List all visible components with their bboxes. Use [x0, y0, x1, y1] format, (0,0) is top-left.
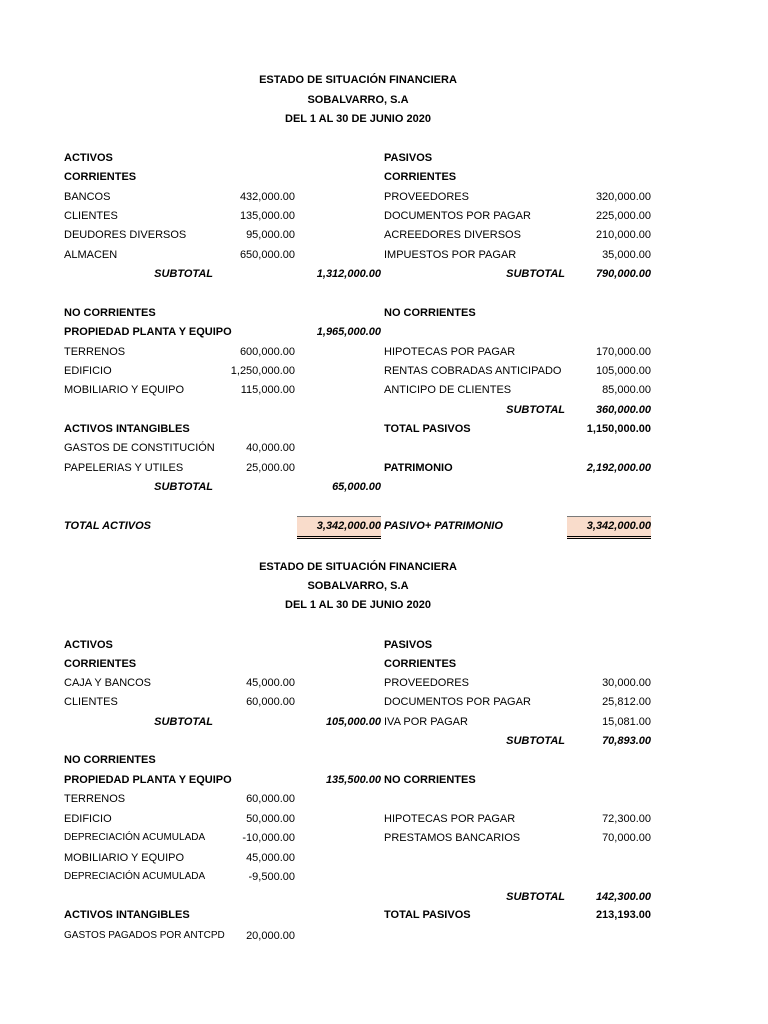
- ppe-total: 135,500.00: [325, 774, 381, 786]
- account-value: 170,000.00: [595, 346, 651, 358]
- subtotal-value: 142,300.00: [595, 891, 651, 903]
- account-value: 25,812.00: [602, 696, 651, 708]
- total-pasivos-value: 213,193.00: [595, 909, 651, 921]
- subtotal-value: 105,000.00: [325, 716, 381, 728]
- period-label: DEL 1 AL 30 DE JUNIO 2020: [285, 113, 431, 125]
- account-label: IVA POR PAGAR: [384, 716, 468, 728]
- account-value: 15,081.00: [602, 716, 651, 728]
- account-value: 1,250,000.00: [230, 365, 295, 377]
- account-value: 115,000.00: [240, 384, 295, 396]
- activos-intangibles-heading: ACTIVOS INTANGIBLES: [64, 423, 190, 435]
- activos-corrientes-heading: CORRIENTES: [64, 658, 137, 670]
- pasivos-no-corrientes-heading: NO CORRIENTES: [384, 307, 476, 319]
- account-value: 60,000.00: [246, 793, 295, 805]
- account-value: 70,000.00: [602, 832, 651, 844]
- patrimonio-value: 2,192,000.00: [586, 462, 651, 474]
- pasivos-heading: PASIVOS: [384, 639, 433, 651]
- account-label: TERRENOS: [64, 346, 126, 358]
- activos-no-corrientes-heading: NO CORRIENTES: [64, 754, 156, 766]
- account-label: HIPOTECAS POR PAGAR: [384, 346, 516, 358]
- activos-heading: ACTIVOS: [64, 639, 113, 651]
- subtotal-label: SUBTOTAL: [154, 268, 213, 280]
- total-pasivos-value: 1,150,000.00: [586, 423, 651, 435]
- account-value: 45,000.00: [246, 852, 295, 864]
- account-value: 40,000.00: [246, 442, 295, 454]
- account-value: 50,000.00: [246, 813, 295, 825]
- account-label: PROVEEDORES: [384, 191, 469, 203]
- pasivo-patrimonio-value: 3,342,000.00: [586, 520, 651, 532]
- activos-intangibles-heading: ACTIVOS INTANGIBLES: [64, 909, 190, 921]
- account-value: 35,000.00: [602, 249, 651, 261]
- company-name: SOBALVARRO, S.A: [307, 580, 409, 592]
- account-label: MOBILIARIO Y EQUIPO: [64, 384, 185, 396]
- account-value: 650,000.00: [239, 249, 295, 261]
- account-label: PROVEEDORES: [384, 677, 469, 689]
- account-value: 72,300.00: [602, 813, 651, 825]
- account-label: IMPUESTOS POR PAGAR: [384, 249, 517, 261]
- activos-heading: ACTIVOS: [64, 152, 113, 164]
- account-label: DOCUMENTOS POR PAGAR: [384, 210, 531, 222]
- account-label: CAJA Y BANCOS: [64, 677, 152, 689]
- account-label: TERRENOS: [64, 793, 126, 805]
- account-label: ACREEDORES DIVERSOS: [384, 229, 521, 241]
- account-label: BANCOS: [64, 191, 111, 203]
- subtotal-label: SUBTOTAL: [154, 716, 213, 728]
- account-label: HIPOTECAS POR PAGAR: [384, 813, 516, 825]
- account-label: EDIFICIO: [64, 365, 112, 377]
- account-label: EDIFICIO: [64, 813, 112, 825]
- activos-corrientes-heading: CORRIENTES: [64, 171, 137, 183]
- account-value: 95,000.00: [246, 229, 295, 241]
- account-value: 135,000.00: [239, 210, 295, 222]
- total-pasivos-label: TOTAL PASIVOS: [384, 423, 471, 435]
- account-label: CLIENTES: [64, 696, 118, 708]
- account-label: DEPRECIACIÓN ACUMULADA: [64, 871, 206, 882]
- ppe-heading: PROPIEDAD PLANTA Y EQUIPO: [64, 774, 232, 786]
- account-label: PRESTAMOS BANCARIOS: [384, 832, 521, 844]
- company-name: SOBALVARRO, S.A: [307, 94, 409, 106]
- activos-no-corrientes-heading: NO CORRIENTES: [64, 307, 156, 319]
- pasivos-heading: PASIVOS: [384, 152, 433, 164]
- subtotal-label: SUBTOTAL: [506, 404, 565, 416]
- account-label: GASTOS DE CONSTITUCIÓN: [64, 442, 215, 454]
- pasivos-corrientes-heading: CORRIENTES: [384, 171, 457, 183]
- total-pasivos-label: TOTAL PASIVOS: [384, 909, 471, 921]
- subtotal-value: 790,000.00: [595, 268, 651, 280]
- account-value: 60,000.00: [246, 696, 295, 708]
- account-label: ANTICIPO DE CLIENTES: [384, 384, 512, 396]
- statement-title: ESTADO DE SITUACIÓN FINANCIERA: [259, 74, 457, 86]
- account-value: 210,000.00: [595, 229, 651, 241]
- account-value: 320,000.00: [595, 191, 651, 203]
- account-value: 432,000.00: [239, 191, 295, 203]
- subtotal-label: SUBTOTAL: [154, 481, 213, 493]
- account-value: 105,000.00: [595, 365, 651, 377]
- account-value: 600,000.00: [239, 346, 295, 358]
- account-label: MOBILIARIO Y EQUIPO: [64, 852, 185, 864]
- account-label: CLIENTES: [64, 210, 118, 222]
- total-activos-value: 3,342,000.00: [316, 520, 381, 532]
- account-label: ALMACEN: [64, 249, 118, 261]
- subtotal-label: SUBTOTAL: [506, 735, 565, 747]
- account-label: RENTAS COBRADAS ANTICIPADO: [384, 365, 562, 377]
- account-value: 30,000.00: [602, 677, 651, 689]
- account-label: DEPRECIACIÓN ACUMULADA: [64, 832, 206, 843]
- pasivos-no-corrientes-heading: NO CORRIENTES: [384, 774, 476, 786]
- ppe-total: 1,965,000.00: [316, 326, 381, 338]
- account-value: 225,000.00: [595, 210, 651, 222]
- statement-title: ESTADO DE SITUACIÓN FINANCIERA: [259, 561, 457, 573]
- subtotal-label: SUBTOTAL: [506, 268, 565, 280]
- account-value: 25,000.00: [246, 462, 295, 474]
- account-label: DOCUMENTOS POR PAGAR: [384, 696, 531, 708]
- account-value: -9,500.00: [248, 871, 295, 883]
- account-label: DEUDORES DIVERSOS: [64, 229, 187, 241]
- total-activos-label: TOTAL ACTIVOS: [64, 520, 151, 532]
- account-value: 45,000.00: [246, 677, 295, 689]
- subtotal-value: 1,312,000.00: [316, 268, 381, 280]
- ppe-heading: PROPIEDAD PLANTA Y EQUIPO: [64, 326, 232, 338]
- subtotal-value: 70,893.00: [602, 735, 651, 747]
- pasivos-corrientes-heading: CORRIENTES: [384, 658, 457, 670]
- subtotal-label: SUBTOTAL: [506, 891, 565, 903]
- account-value: 20,000.00: [246, 930, 295, 942]
- account-label: PAPELERIAS Y UTILES: [64, 462, 184, 474]
- subtotal-value: 65,000.00: [332, 481, 381, 493]
- patrimonio-label: PATRIMONIO: [384, 462, 453, 474]
- period-label: DEL 1 AL 30 DE JUNIO 2020: [285, 599, 431, 611]
- account-label: GASTOS PAGADOS POR ANTCPD: [64, 930, 225, 941]
- account-value: 85,000.00: [602, 384, 651, 396]
- pasivo-patrimonio-label: PASIVO+ PATRIMONIO: [384, 520, 503, 532]
- account-value: -10,000.00: [242, 832, 295, 844]
- subtotal-value: 360,000.00: [595, 404, 651, 416]
